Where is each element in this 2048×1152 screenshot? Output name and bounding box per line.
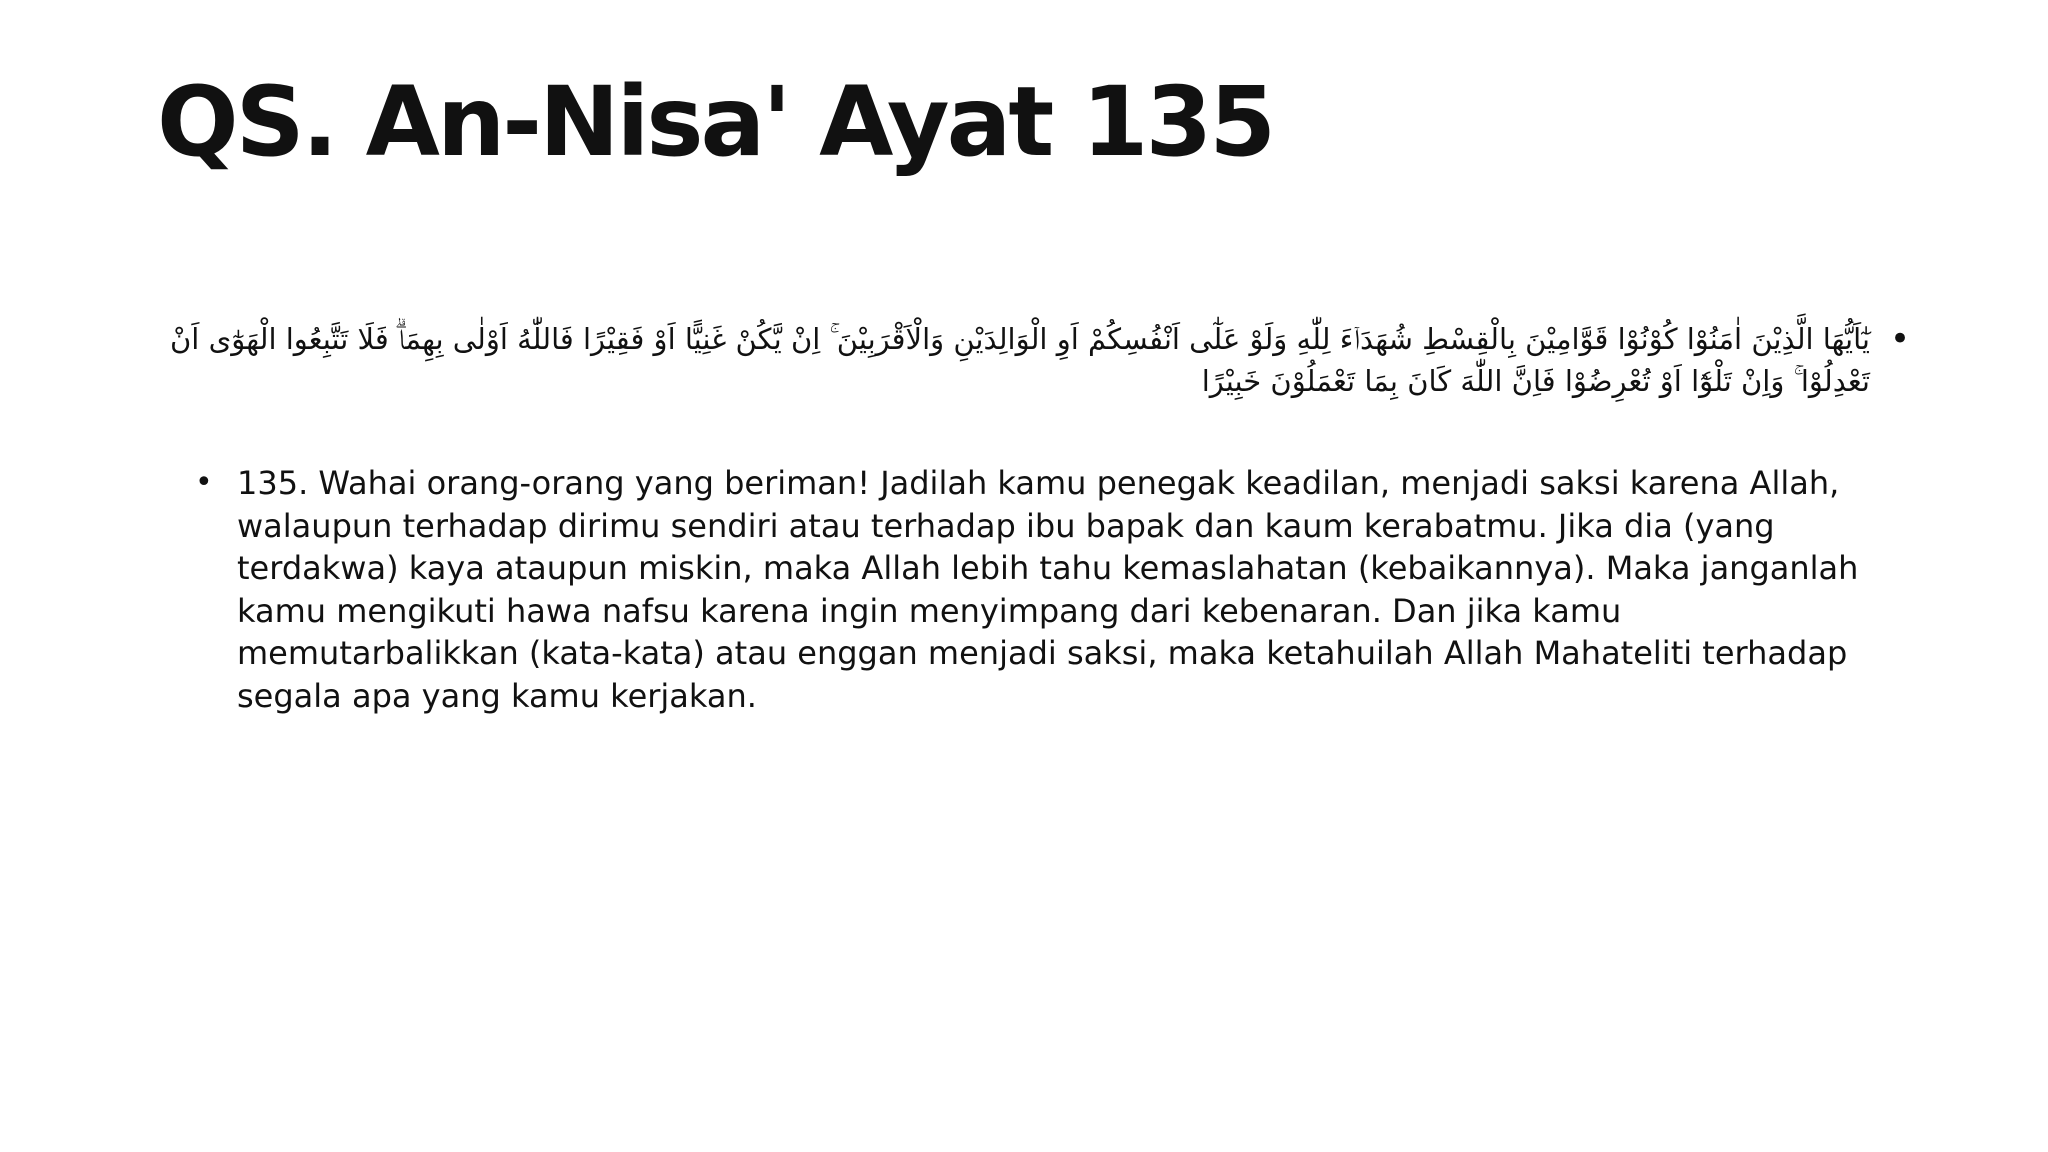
translation-text: 135. Wahai orang-orang yang beriman! Jadilah kamu penegak keadilan, menjadi saksi karena Allah, walaupun terhadap dirimu sendiri atau terhadap ibu bapak dan kaum kerabatmu. Jika dia (yang terdakwa) kaya ataupun miskin, maka Allah lebih tahu kemaslahatan (kebaikannya). Maka janganlah kamu mengikuti hawa nafsu karena ingin menyimpang dari kebenaran. Dan jika kamu memutarbalikkan (kata-kata) atau enggan menjadi saksi, maka ketahuilah Allah Mahateliti terhadap segala apa yang kamu kerjakan. bbox=[237, 464, 1859, 715]
slide-title: QS. An-Nisa' Ayat 135 bbox=[157, 66, 1274, 178]
arabic-bullet: • bbox=[1890, 319, 1911, 359]
translation-bullet: • bbox=[195, 465, 213, 500]
arabic-verse-text: يٰٓاَيُّهَا الَّذِيْنَ اٰمَنُوْا كُوْنُوْا قَوَّامِيْنَ بِالْقِسْطِ شُهَدَاۤءَ لِلّٰهِ وَلَوْ عَلٰٓى اَنْفُسِكُمْ اَوِ الْوَالِدَيْنِ وَالْاَقْرَبِيْنَ ۚ اِنْ يَّكُنْ غَنِيًّا اَوْ فَقِيْرًا فَاللّٰهُ اَوْلٰى بِهِمَاۗ فَلَا تَتَّبِعُوا الْهَوٰٓى اَنْ تَعْدِلُوْا ۚ وَاِنْ تَلْوٗٓا اَوْ تُعْرِضُوْا فَاِنَّ اللّٰهَ كَانَ بِمَا تَعْمَلُوْنَ خَبِيْرًا bbox=[170, 322, 1870, 398]
translation-list-item bbox=[195, 462, 1895, 717]
